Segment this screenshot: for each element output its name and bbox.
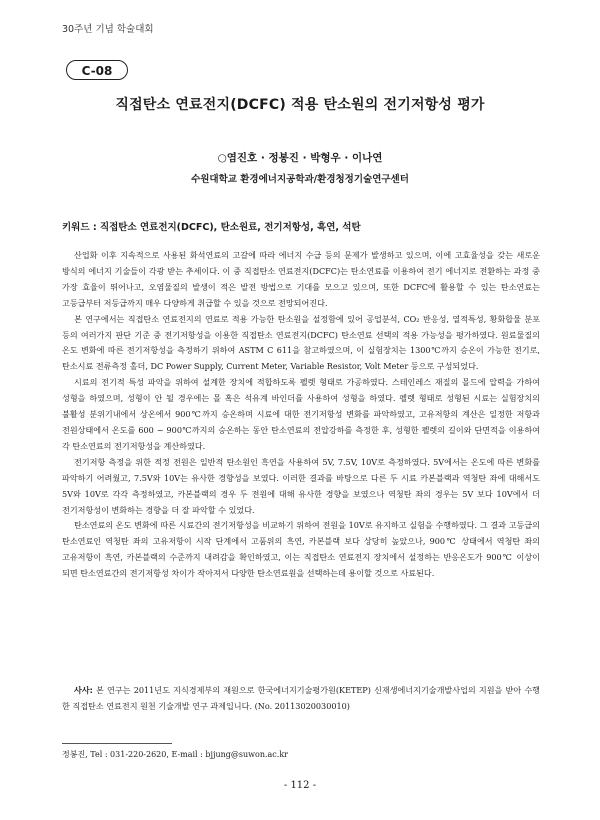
- paper-title: 직접탄소 연료전지(DCFC) 적용 탄소원의 전기저항성 평가: [115, 97, 485, 113]
- paper-code-badge: C-08: [66, 60, 128, 80]
- acknowledgement-text: 본 연구는 2011년도 지식경제부의 재원으로 한국에너지기술평가원(KETEP) 신재생에너지기술개발사업의 지원을 받아 수행한 직접탄소 연료전지 원천 기술개발 연구 과제입니다. (No. 20113020030010): [62, 685, 540, 711]
- keywords-line: 키워드 : 직접탄소 연료전지(DCFC), 탄소원료, 전기저항성, 흑연, 석탄: [62, 222, 361, 233]
- paragraph-2: 본 연구에서는 직접탄소 연료전지의 연료로 적용 가능한 탄소원을 설정함에 있어 공업분석, CO₂ 반응성, 열적특성, 황화합물 분포 등의 여러가지 판단 기준 중 전기저항성을 이용한 직접탄소 연료전지(DCFC) 탄소연료 선택의 적용 가능성을 평가하였다. 원료물질의 온도 변화에 따른 전기저항성을 측정하기 위하여 ASTM C 611을 참고하였으며, 이 실험장치는 1300℃까지 승온이 가능한 전기로, 탄소시료 전류측정 홀더, DC Power Supply, Current Meter, Variable Resistor, Volt Meter 등으로 구성되었다.: [62, 313, 540, 372]
- corresponding-author-footnote: 정봉진, Tel : 031-220-2620, E-mail : bjjung@suwon.ac.kr: [62, 750, 288, 759]
- acknowledgement: [62, 682, 540, 714]
- acknowledgement-label: 사사:: [74, 685, 93, 695]
- abstract-body: [62, 248, 540, 582]
- affiliation: 수원대학교 환경에너지공학과/환경청정기술연구센터: [191, 174, 409, 185]
- paragraph-5: 탄소연료의 온도 변화에 따른 시료간의 전기저항성을 비교하기 위하여 전원을 10V로 유지하고 실험을 수행하였다. 그 결과 고등급의 탄소연료인 역청탄 좌의 고유저항이 시작 단계에서 고품위의 흑연, 카본블랙 보다 상당히 높았으나, 900℃ 상태에서 역청탄 좌의 고유저항이 흑연, 카본블랙의 수준까지 내려감을 확인하였고, 이는 직접탄소 연료전지 장치에서 설정하는 반응온도가 900℃ 이상이 되면 탄소연료간의 전기저항성 차이가 작아져서 다양한 탄소연료원을 선택하는데 용이할 것으로 사료된다.: [62, 520, 540, 579]
- conference-header: 30주년 기념 학술대회: [62, 24, 154, 35]
- paragraph-3: 시료의 전기적 특성 파악을 위하여 설계한 장치에 적합하도록 펠렛 형태로 가공하였다. 스테인레스 재질의 몰드에 압력을 가하여 성형을 하였으며, 성형이 안 될 경우에는 몰 혹은 석유계 바인더를 사용하여 성형을 하였다. 펠렛 형태로 성형된 시료는 실험장치의 불활성 분위기내에서 상온에서 900℃까지 승온하며 시료에 대한 전기저항성 변화를 파악하였고, 고유저항의 계산은 일정한 저항과 전원상태에서 온도를 600 ~ 900℃까지의 승온하는 동안 탄소연료의 전압강하를 측정한 후, 성형한 펠렛의 길이와 단면적을 이용하여 각 탄소연료의 전기저항성을 계산하였다.: [62, 377, 540, 451]
- author-list: ○염진호 · 정봉진 · 박형우 · 이나연: [217, 152, 383, 164]
- paragraph-4: 전기저항 측정을 위한 적정 전원은 일반적 탄소원인 흑연을 사용하여 5V, 7.5V, 10V로 측정하였다. 5V에서는 온도에 따른 변화를 파악하기 어려웠고, 7.5V와 10V는 유사한 경향성을 보였다. 이러한 결과를 바탕으로 다른 두 시료 카본블랙과 역청탄 좌에 대해서도 5V와 10V로 각각 측정하였고, 카본블랙의 경우 두 전원에 대해 유사한 경향을 보였으나 역청탄 좌의 경우는 5V 보다 10V에서 더 전기저항성이 변화하는 경향을 더 잘 파악할 수 있었다.: [62, 456, 540, 515]
- footnote-divider: [62, 743, 172, 744]
- page-number: - 112 -: [283, 780, 317, 791]
- paragraph-1: 산업화 이후 지속적으로 사용된 화석연료의 고갈에 따라 에너지 수급 등의 문제가 발생하고 있으며, 이에 고효율성을 갖는 새로운 방식의 에너지 기술들이 각광 받는 추세이다. 이 중 직접탄소 연료전지(DCFC)는 탄소연료를 이용하여 전기 에너지로 전환하는 과정 중 가장 효율이 뛰어나고, 오염물질의 발생이 적은 발전 방법으로 기대를 모으고 있으며, 또한 DCFC에 활용할 수 있는 탄소연료는 고등급부터 저등급까지 매우 다양하게 취급할 수 있을 것으로 전망되어진다.: [62, 250, 540, 308]
